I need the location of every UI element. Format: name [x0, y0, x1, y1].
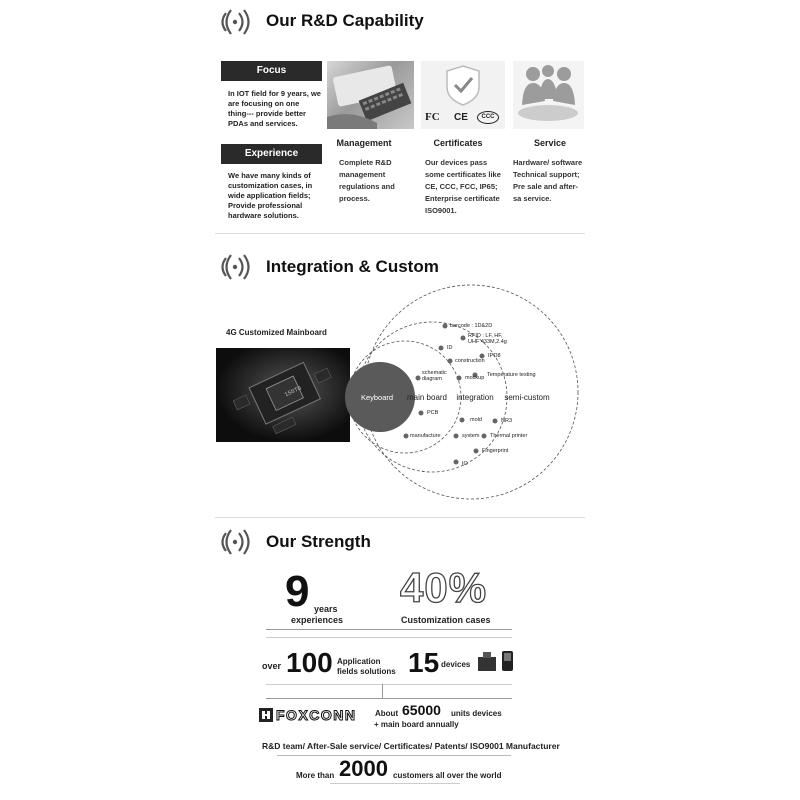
- team-line: R&D team/ After-Sale service/ Certificates/ Patents/ ISO9001 Manufacturer: [262, 741, 560, 751]
- chip-marking: 1S0TG: [283, 384, 303, 399]
- item-mockup: mockup: [465, 375, 485, 381]
- rule-line: [266, 698, 512, 699]
- item-fingerprint: Fingerprint: [482, 448, 509, 454]
- item-id: ID: [447, 345, 453, 351]
- years-number: 9: [285, 567, 310, 616]
- item-ipo8: IPO8: [488, 353, 501, 359]
- integration-section-title: Integration & Custom: [266, 257, 439, 276]
- item-mold: mold: [470, 417, 482, 423]
- certificates-image: [421, 61, 505, 129]
- customers-number: 2000: [339, 756, 388, 781]
- devices-label: devices: [441, 660, 471, 669]
- management-text: Complete R&D management regulations and process.: [339, 158, 395, 203]
- item-rfid: RFID : LF, HF, UHF 433M,2.4g: [468, 333, 507, 345]
- signal-wave-icon: [216, 254, 252, 280]
- mainboard-photo: [216, 348, 350, 442]
- rd-section-title: Our R&D Capability: [266, 11, 424, 30]
- focus-label: Focus: [221, 61, 322, 81]
- rule-line: [266, 629, 512, 630]
- item-manufacture: manufacture: [410, 433, 441, 439]
- rule-line: [382, 684, 383, 698]
- about-label: About: [375, 709, 399, 718]
- foxconn-wordmark: FOXCONN: [276, 707, 357, 723]
- keyboard-label: Keyboard: [360, 393, 394, 402]
- integration-rings-diagram: [340, 280, 590, 505]
- signal-wave-icon: [216, 9, 252, 35]
- service-heading: Service: [533, 138, 567, 148]
- devices-icon: [476, 649, 518, 673]
- customization-label: Customization cases: [401, 615, 491, 625]
- mainboard-annual-label: + main board annually: [374, 720, 459, 729]
- item-system: system: [462, 433, 480, 439]
- management-heading: Management: [336, 138, 392, 148]
- more-than-label: More than: [296, 771, 335, 780]
- units-label: units devices: [451, 709, 502, 718]
- fc-mark: FC: [425, 111, 440, 123]
- focus-text: In IOT field for 9 years, we are focusing on one thing--- provide better PDAs and services.: [228, 89, 321, 128]
- item-schematic: schematic diagram: [422, 370, 447, 382]
- ce-mark: CE: [454, 112, 468, 123]
- integration-label: integration: [456, 393, 494, 402]
- main-board-label: main board: [406, 393, 448, 402]
- mainboard-label: 4G Customized Mainboard: [226, 328, 327, 337]
- experience-label: Experience: [221, 144, 322, 164]
- devices-number: 15: [408, 647, 440, 678]
- item-temperature: Temperature testing: [487, 372, 536, 378]
- customers-label: customers all over the world: [393, 771, 502, 780]
- rule-line: [266, 637, 512, 638]
- section-divider: [215, 233, 585, 234]
- applications-number: 100: [286, 647, 333, 678]
- foxconn-logo-icon: [259, 708, 273, 722]
- certificates-heading: Certificates: [433, 138, 483, 148]
- item-barcode: barcode : 1D&2D: [450, 323, 493, 329]
- applications-label: Application fields solutions: [337, 657, 396, 676]
- signal-wave-icon: [216, 529, 252, 555]
- management-photo: [327, 61, 414, 129]
- rule-line: [277, 755, 511, 756]
- item-io: IO: [462, 461, 468, 467]
- ccc-mark: CCC: [477, 111, 499, 124]
- service-image: [513, 61, 584, 129]
- rule-line: [330, 783, 460, 784]
- certificates-text: Our devices pass some certificates like CE, CCC, FCC, IP65; Enterprise certificate ISO9001.: [425, 158, 501, 215]
- over-label: over: [262, 661, 282, 671]
- semi-custom-label: semi-custom: [504, 393, 550, 402]
- years-unit: years: [314, 604, 338, 614]
- rule-line: [266, 684, 512, 685]
- item-construction: construction: [455, 358, 485, 364]
- item-nr3: NR3: [501, 418, 513, 424]
- experience-text: We have many kinds of customization cases, in wide application fields; Provide professional hardware solutions.: [228, 171, 313, 220]
- units-number: 65000: [402, 702, 441, 718]
- customization-percent: 40%: [400, 564, 488, 611]
- section-divider: [215, 517, 585, 518]
- item-thermal: Thermal printer: [490, 433, 528, 439]
- years-label: experiences: [291, 615, 344, 625]
- item-pcb: PCB: [427, 410, 439, 416]
- service-text: Hardware/ software Technical support; Pre sale and after-sa service.: [513, 158, 583, 203]
- strength-section-title: Our Strength: [266, 532, 371, 551]
